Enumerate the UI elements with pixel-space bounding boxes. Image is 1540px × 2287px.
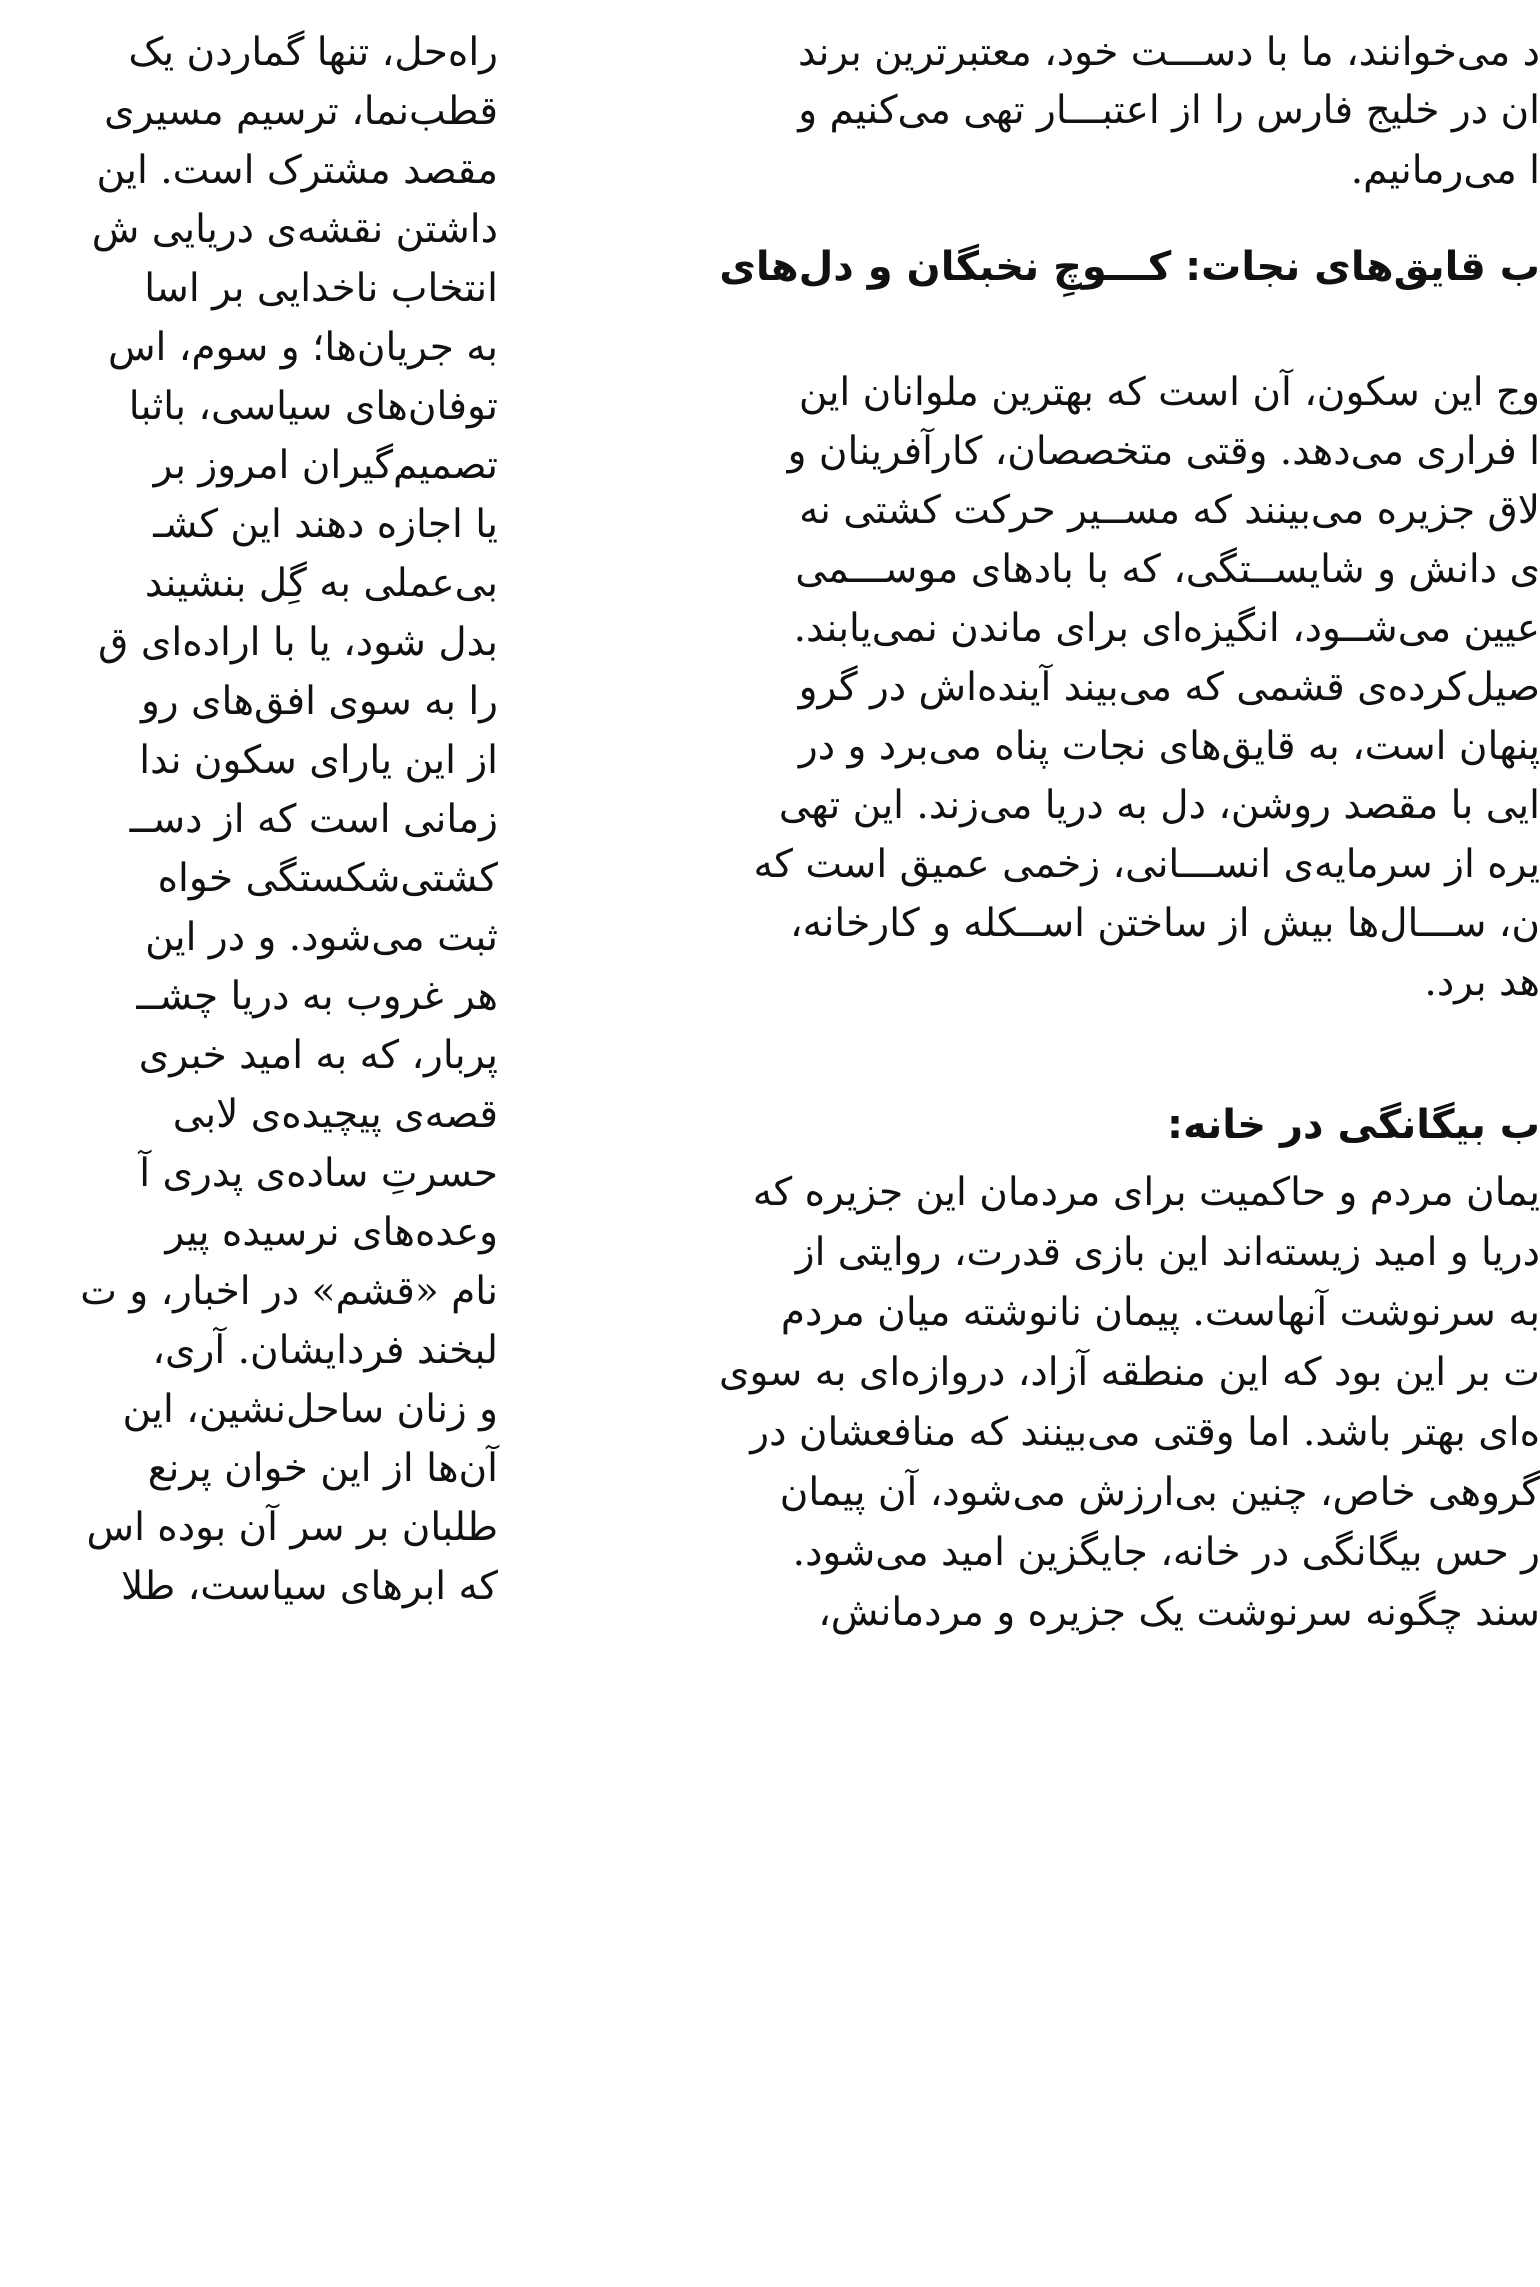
text-line: لبخند فردایشان. آری، <box>152 1328 498 1373</box>
section-heading: ب قایق‌های نجات: کـــوچِ نخبگان و دل‌های <box>719 244 1540 290</box>
text-line: ر حس بیگانگی در خانه، جایگزین امید می‌شود. <box>792 1530 1540 1575</box>
text-line: د می‌خوانند، ما با دســـت خود، معتبرترین برند <box>797 30 1540 75</box>
text-line: آن‌ها از این خوان پرنع <box>147 1446 498 1491</box>
text-line: قصه‌ی پیچیده‌ی لابی <box>172 1092 498 1137</box>
text-line: یمان مردم و حاکمیت برای مردمان این جزیره که <box>752 1170 1540 1215</box>
text-line: لاق جزیره می‌بینند که مســیر حرکت کشتی نه <box>799 488 1540 533</box>
text-line: پربار، که به امید خبری <box>138 1033 498 1078</box>
text-line: ی دانش و شایســتگی، که با بادهای موســـمی <box>795 547 1540 592</box>
text-line: بی‌عملی به گِل بنشیند <box>144 561 498 606</box>
text-line: حسرتِ ساده‌ی پدری آ <box>139 1151 498 1196</box>
text-line: توفان‌های سیاسی، باثبا <box>128 384 498 429</box>
text-line: ایی با مقصد روشن، دل به دریا می‌زند. این تهی <box>778 783 1540 828</box>
left-column <box>0 0 498 2287</box>
text-line: راه‌حل، تنها گماردن یک <box>128 30 498 75</box>
text-line: بدل شود، یا با اراده‌ای ق <box>98 620 498 665</box>
right-column <box>550 0 1540 2287</box>
text-line: که ابرهای سیاست، طلا <box>120 1564 498 1609</box>
text-line: ثبت می‌شود. و در این <box>145 915 498 960</box>
text-line: عیین می‌شــود، انگیزه‌ای برای ماندن نمی‌یابند. <box>793 606 1540 651</box>
text-line: ا می‌رمانیم. <box>1350 148 1540 193</box>
text-line: وعده‌های نرسیده پیر <box>165 1210 498 1255</box>
text-line: ان در خلیج فارس را از اعتبـــار تهی می‌کنیم و <box>798 88 1540 133</box>
text-line: دریا و امید زیسته‌اند این بازی قدرت، روایتی از <box>795 1230 1540 1275</box>
text-line: قطب‌نما، ترسیم مسیری <box>104 89 498 134</box>
text-line: پنهان است، به قایق‌های نجات پناه می‌برد و در <box>798 724 1540 769</box>
text-line: زمانی است که از دســ <box>129 797 498 842</box>
text-line: طلبان بر سر آن بوده اس <box>86 1505 498 1550</box>
text-line: سند چگونه سرنوشت یک جزیره و مردمانش، <box>818 1590 1540 1635</box>
text-line: گروهی خاص، چنین بی‌ارزش می‌شود، آن پیمان <box>779 1470 1540 1515</box>
text-line: هر غروب به دریا چشــ <box>136 974 498 1019</box>
text-line: کشتی‌شکستگی خواه <box>157 856 498 901</box>
text-line: یا اجازه دهند این کشـ <box>153 502 498 547</box>
text-line: و زنان ساحل‌نشین، این <box>122 1387 498 1432</box>
text-line: صیل‌کرده‌ی قشمی که می‌بیند آینده‌اش در گرو <box>798 665 1540 710</box>
text-line: ه‌ای بهتر باشد. اما وقتی می‌بینند که منافعشان در <box>750 1410 1540 1455</box>
text-line: را به سوی افق‌های رو <box>140 679 498 724</box>
text-line: نام «قشم» در اخبار، و ت <box>80 1269 498 1314</box>
text-line: وج این سکون، آن است که بهترین ملوانان این <box>798 370 1540 415</box>
text-line: ت بر این بود که این منطقه آزاد، دروازه‌ای به سوی <box>718 1350 1540 1395</box>
text-line: مقصد مشترک است. این <box>96 148 498 193</box>
section-heading: ب بیگانگی در خانه: <box>1166 1102 1540 1148</box>
text-line: یره از سرمایه‌ی انســـانی، زخمی عمیق است که <box>753 842 1540 887</box>
text-line: به جریان‌ها؛ و سوم، اس <box>107 325 498 370</box>
text-line: به سرنوشت آنهاست. پیمان نانوشته میان مردم <box>780 1290 1540 1335</box>
text-line: انتخاب ناخدایی بر اسا <box>144 266 498 311</box>
text-line: از این یارای سکون ندا <box>139 738 498 783</box>
text-line: تصمیم‌گیران امروز بر <box>153 443 498 488</box>
text-line: ا فراری می‌دهد. وقتی متخصصان، کارآفرینان و <box>787 429 1540 474</box>
text-line: هد برد. <box>1424 960 1540 1005</box>
text-line: ن، ســـال‌ها بیش از ساختن اســکله و کارخانه، <box>790 901 1540 946</box>
text-line: داشتن نقشه‌ی دریایی ش <box>91 207 498 252</box>
